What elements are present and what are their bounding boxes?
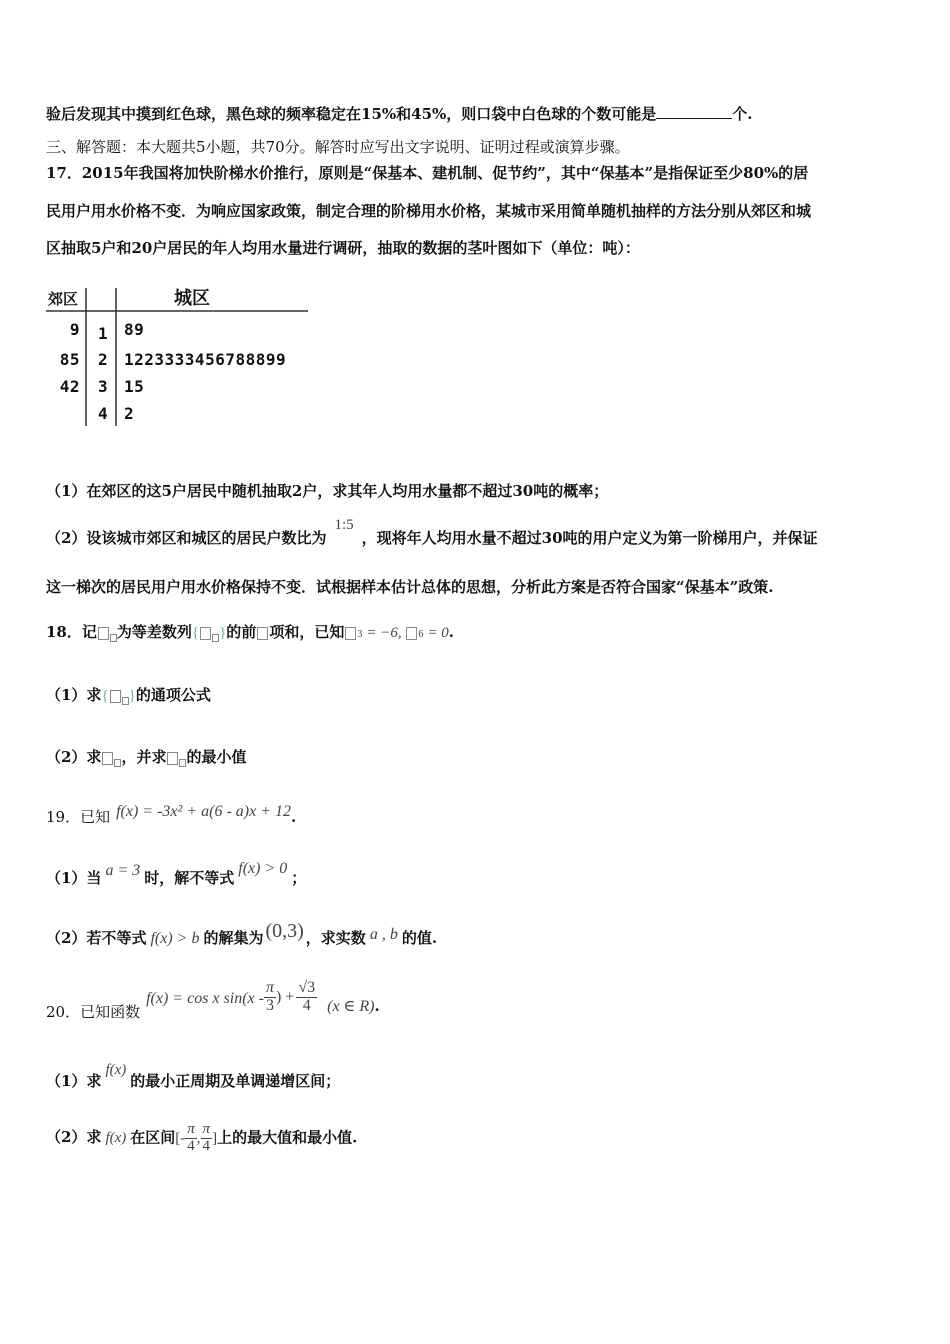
missing-symbol-icon [110,634,117,642]
city-leaves-row3: 15 [124,377,145,396]
q18-part2-a: （2）求 [46,748,102,766]
fraction-num: π [187,1121,195,1137]
q18-part2-c: 的最小值 [186,748,247,766]
brace-open: { [191,625,200,641]
q19-text-a: 19．已知 [46,808,111,826]
q18-formula: = −6, [366,625,406,641]
missing-symbol-icon [406,627,417,640]
q18-end: . [448,623,454,641]
q19-end: . [291,808,297,826]
q18-stem [46,621,454,642]
q20-part1-a: （1）求 [46,1072,102,1090]
fraction-num: π [202,1121,211,1137]
q18-text-b: 为等差数列 [116,623,192,641]
missing-symbol-icon [167,752,178,765]
prev-question-text: 验后发现其中摸到红色球，黑色球的频率稳定在15%和45%，则口袋中白色球的个数可能是 [46,105,657,123]
brace-close: } [128,688,136,704]
q18-formula2: = 0 [427,625,449,641]
q20-part2-b: 在区间 [130,1128,176,1147]
fraction-pi-over-3 [264,980,276,1015]
q20-part1 [46,1058,341,1090]
fraction-den: 4 [202,1137,211,1154]
q17-part2-text-b: ，现将年人均用水量不超过30吨的用户定义为第一阶梯用户，并保证 [361,529,818,547]
q20-stem [46,979,380,1022]
q20-domain: (x ∈ R) [327,998,375,1016]
q17-line1: 17．2015年我国将加快阶梯水价推行，原则是“保基本、建机制、促节约”，其中“保基本”是指保证至少80%的居 [46,164,809,182]
q19-part2-vars: a , b [369,926,398,943]
stem-leaf-plot [46,284,310,429]
q18-part2-b: ，并求 [121,748,167,766]
q19-part2 [46,920,438,949]
q20-part2-f: f(x) [105,1130,127,1147]
q18-part1-a: （1）求 [46,686,102,704]
missing-symbol-icon [122,697,129,705]
brace-close: } [219,625,227,641]
q20-plus: ) + [275,988,295,1006]
q19-formula: f(x) = -3x² + a(6 - a)x + 12 [116,803,291,820]
stem-row4: 4 [98,404,109,423]
prev-question-end: 个. [732,105,753,123]
fraction-den: 3 [265,996,274,1014]
fraction-den: 4 [187,1137,195,1154]
city-leaves-row1: 89 [124,320,145,339]
answer-blank [656,104,732,119]
q20-part2-c: 上的最大值和最小值. [217,1128,358,1147]
q18-part1 [46,684,211,705]
missing-symbol-icon [102,752,113,765]
q17-part2-text-a: （2）设该城市郊区和城区的居民户数比为 [46,529,327,547]
q17-ratio: 1:5 [334,517,354,533]
q19-part1 [46,860,307,888]
stem-row3: 3 [98,377,109,396]
q19-part2-a: （2）若不等式 [46,929,147,947]
q20-part1-b: 的最小正周期及单调递增区间； [130,1072,341,1090]
q19-stem [46,803,297,827]
interval-close: ] [212,1130,218,1147]
q19-part2-b: 的解集为 [203,929,264,947]
subscript-6: 6 [418,629,424,640]
q18-text-d: 项和，已知 [269,623,345,641]
q20-part2-a: （2）求 [46,1128,102,1147]
q20-part2 [46,1122,357,1155]
interval-open: [- [175,1130,186,1147]
q19-part2-ineq: f(x) > b [150,930,200,947]
section-header: 三、解答题：本大题共5小题，共70分。解答时应写出文字说明、证明过程或演算步骤。 [46,138,630,156]
q17-part2 [46,517,818,548]
q19-part1-end: ； [291,869,307,887]
q19-part1-ineq: f(x) > 0 [238,860,288,877]
subscript-3: 3 [357,629,363,640]
q19-part2-d: 的值. [401,929,438,947]
fraction-pi-over-4-right [201,1122,213,1155]
missing-symbol-icon [200,627,211,640]
missing-symbol-icon [345,627,356,640]
city-leaves-row2: 1223333456788899 [124,350,287,369]
missing-symbol-icon [257,627,268,640]
q19-part1-a: （1）当 [46,869,102,887]
q19-part1-b: 时，解不等式 [144,869,235,887]
q17-line2: 民用户用水价格不变．为响应国家政策，制定合理的阶梯用水价格，某城市采用简单随机抽样的方法分别从郊区和城 [46,202,812,220]
fraction-sqrt3-over-4 [296,980,317,1015]
q18-part2 [46,746,246,767]
fraction-num: π [265,979,274,996]
fraction-pi-over-4-left [185,1122,197,1155]
q17-part2-line2: 这一梯次的居民用户用水价格保持不变．试根据样本估计总体的思想，分析此方案是否符合国家“保基本”政策. [46,578,774,596]
q20-end: . [374,997,380,1016]
header-city: 城区 [174,288,210,309]
stem-row1: 1 [98,324,109,343]
suburb-leaves-row1: 9 [69,320,80,339]
q17-line3: 区抽取5户和20户居民的年人均用水量进行调研，抽取的数据的茎叶图如下（单位：吨）： [46,239,640,257]
header-suburb: 郊区 [48,290,79,308]
q18-text-a: 18．记 [46,623,97,641]
q19-part2-set: (0,3) [265,920,304,942]
q20-formula-pre: f(x) = cos x sin(x - [146,990,264,1008]
q19-part1-cond: a = 3 [105,862,141,879]
prev-question-tail [46,103,753,124]
q20-text-a: 20．已知函数 [46,1003,141,1022]
q19-part2-c: ，求实数 [305,929,366,947]
interval-comma: , [196,1130,201,1147]
brace-open: { [101,688,109,704]
suburb-leaves-row2: 85 [59,350,80,369]
suburb-leaves-row3: 42 [59,377,80,396]
city-leaves-row4: 2 [124,404,135,423]
stem-row2: 2 [98,350,109,369]
missing-symbol-icon [98,627,109,640]
fraction-num: √3 [298,979,316,996]
fraction-den: 4 [302,996,311,1014]
q18-part1-b: 的通项公式 [135,686,211,704]
missing-symbol-icon [110,690,121,703]
q20-part1-f: f(x) [105,1062,127,1078]
q17-part1: （1）在郊区的这5户居民中随机抽取2户，求其年人均用水量都不超过30吨的概率； [46,482,609,500]
q18-text-c: 的前 [226,623,257,641]
